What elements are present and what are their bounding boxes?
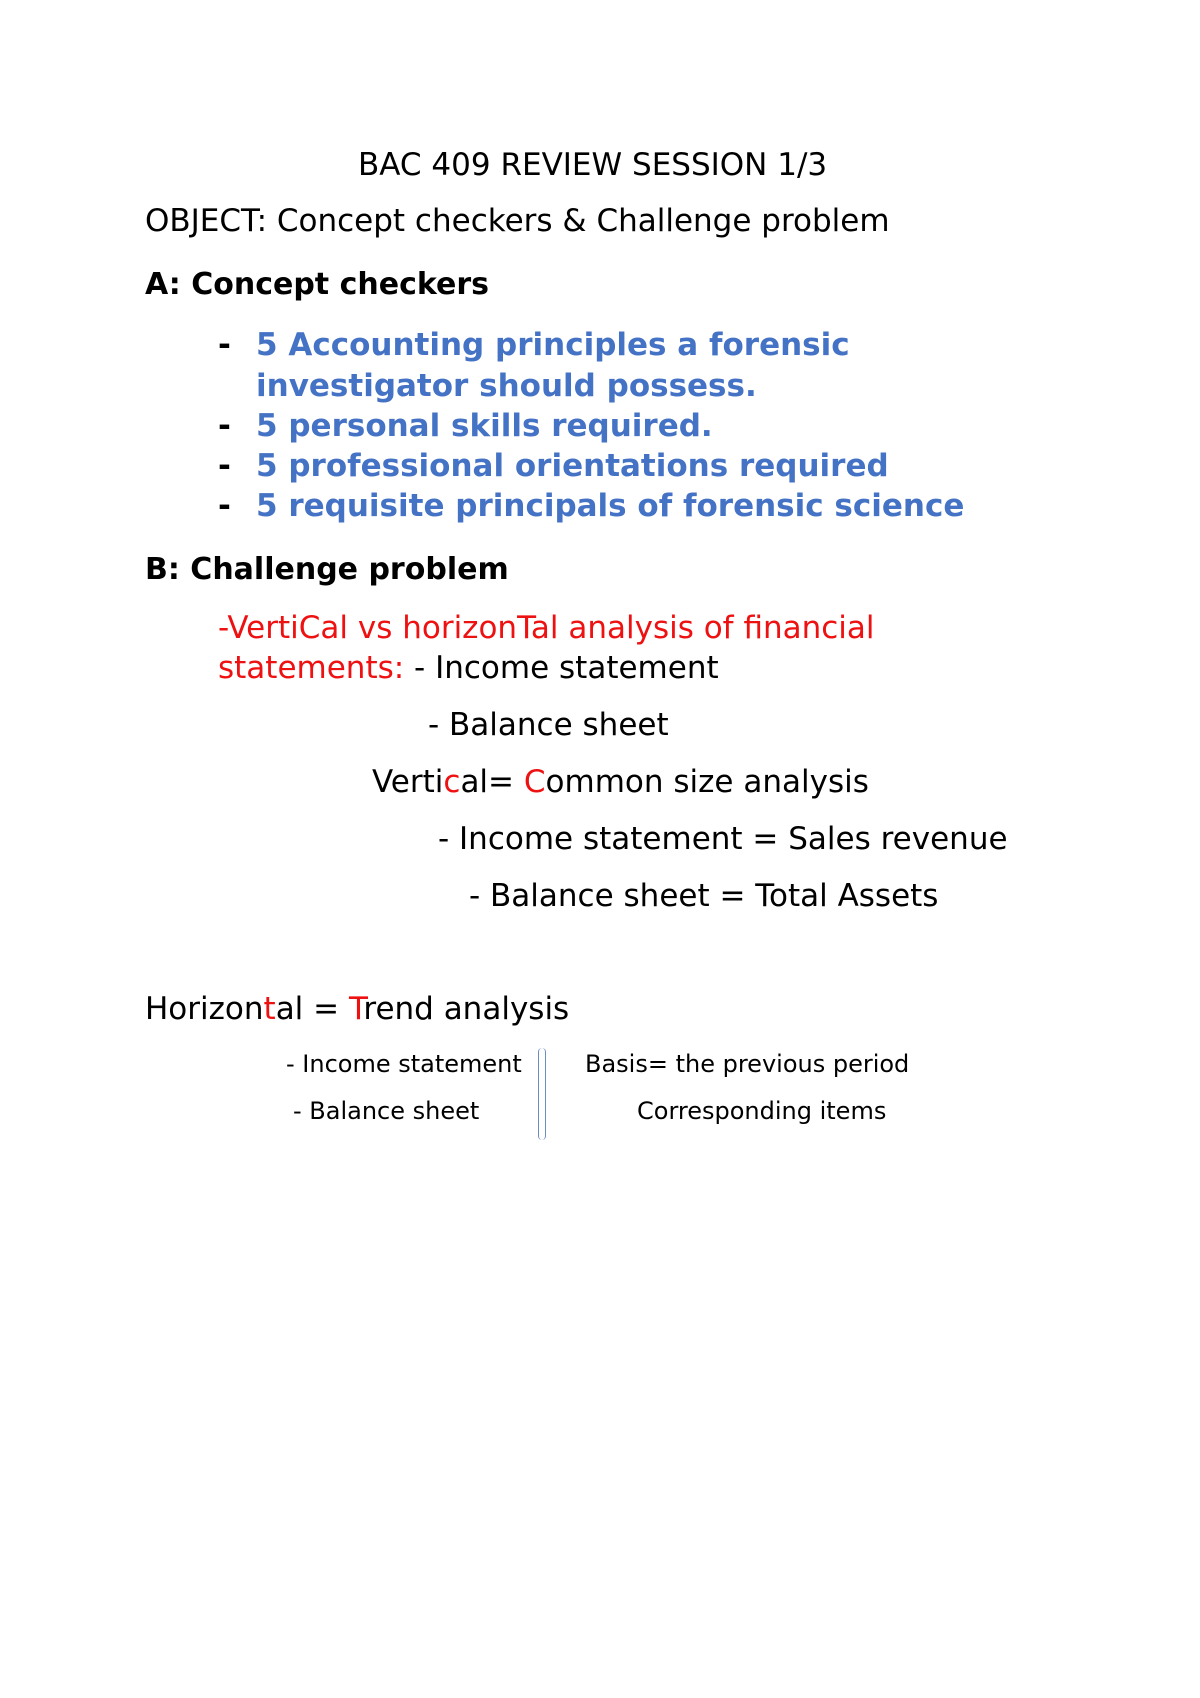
horizontal-red-t: t bbox=[263, 991, 276, 1027]
bullet-professional-orientations: 5 professional orientations required bbox=[256, 448, 889, 484]
document-title: BAC 409 REVIEW SESSION 1/3 bbox=[358, 147, 828, 183]
bullet-accounting-principles-line1: 5 Accounting principles a forensic bbox=[256, 327, 850, 363]
basis-text: Basis= the previous period bbox=[585, 1050, 910, 1078]
vertical-post: ommon size analysis bbox=[545, 764, 869, 800]
corresponding-items-text: Corresponding items bbox=[637, 1097, 887, 1125]
bullet-dash: - bbox=[218, 408, 231, 444]
horizontal-balance-sheet: - Balance sheet bbox=[293, 1097, 480, 1125]
horizontal-definition bbox=[145, 991, 570, 1027]
balance-sheet-item: - Balance sheet bbox=[428, 707, 669, 743]
bullet-dash: - bbox=[218, 488, 231, 524]
horizontal-red-T: T bbox=[348, 991, 364, 1027]
vertical-income-statement: - Income statement = Sales revenue bbox=[438, 821, 1008, 857]
income-statement-item: - Income statement bbox=[404, 650, 719, 686]
vertical-pre: Verti bbox=[372, 764, 444, 800]
vertical-red-C: C bbox=[523, 764, 546, 800]
horizontal-pre: Horizon bbox=[145, 991, 264, 1027]
bullet-dash: - bbox=[218, 448, 231, 484]
challenge-red-line1: -VertiCal vs horizonTal analysis of financial bbox=[218, 610, 875, 646]
vertical-balance-sheet: - Balance sheet = Total Assets bbox=[469, 878, 939, 914]
bullet-personal-skills: 5 personal skills required. bbox=[256, 408, 713, 444]
bullet-dash: - bbox=[218, 327, 231, 363]
bullet-requisite-principals: 5 requisite principals of forensic science bbox=[256, 488, 965, 524]
object-line: OBJECT: Concept checkers & Challenge problem bbox=[145, 203, 890, 239]
section-a-heading: A: Concept checkers bbox=[145, 267, 490, 302]
challenge-red-line2: statements: bbox=[218, 650, 405, 686]
challenge-line2 bbox=[218, 650, 719, 686]
bracket-divider bbox=[538, 1048, 546, 1140]
horizontal-post: rend analysis bbox=[363, 991, 570, 1027]
horizontal-income-statement: - Income statement bbox=[286, 1050, 522, 1078]
vertical-red-c: c bbox=[443, 764, 461, 800]
vertical-mid: al= bbox=[460, 764, 524, 800]
horizontal-mid: al = bbox=[275, 991, 349, 1027]
bullet-accounting-principles-line2: investigator should possess. bbox=[256, 368, 757, 404]
section-b-heading: B: Challenge problem bbox=[145, 552, 509, 587]
vertical-definition bbox=[372, 764, 869, 800]
